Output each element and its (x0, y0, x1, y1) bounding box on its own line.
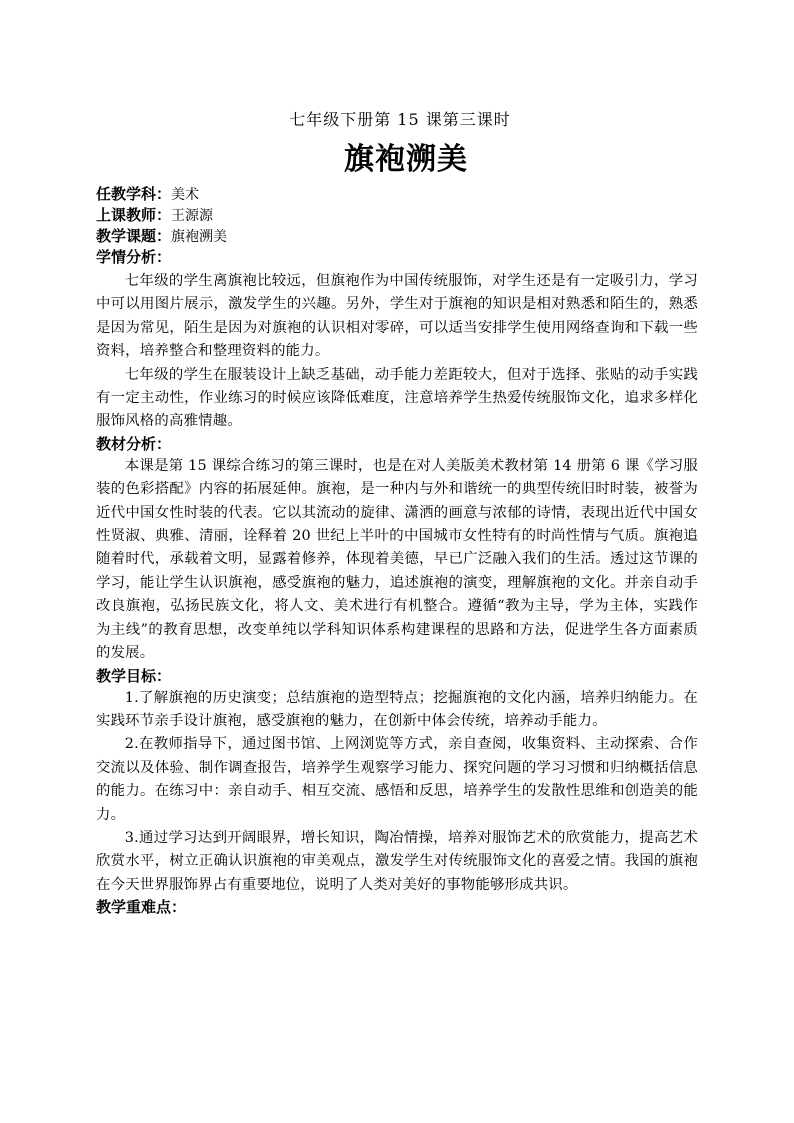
student-analysis-paragraph: 七年级的学生离旗袍比较远，但旗袍作为中国传统服饰，对学生还是有一定吸引力，学习中可以用图片展示，激发学生的兴趣。另外，学生对于旗袍的知识是相对熟悉和陌生的，熟悉是因为常见，陌生是因为对旗袍的认识相对零碎，可以适当安排学生使用网络查询和下载一些资料，培养整合和整理资料的能力。 (96, 273, 698, 360)
topic-label: 教学课题： (96, 227, 172, 245)
material-analysis-heading: 教材分析： (96, 434, 172, 453)
teacher-field (96, 205, 698, 226)
objective-paragraph: 2.在教师指导下，通过图书馆、上网浏览等方式，亲自查阅，收集资料、主动探索、合作交流以及体验、制作调查报告，培养学生观察学习能力、探究问题的学习习惯和归纳概括信息的能力。在练习中：亲自动手、相互交流、感悟和反思，培养学生的发散性思维和创造美的能力。 (96, 736, 698, 823)
student-analysis-paragraph: 七年级的学生在服装设计上缺乏基础，动手能力差距较大，但对于选择、张贴的动手实践有一定主动性，作业练习的时候应该降低难度，注意培养学生热爱传统服饰文化，追求多样化服饰风格的高雅情趣。 (96, 366, 698, 430)
key-points-heading: 教学重难点： (96, 898, 187, 917)
teacher-value: 王源源 (171, 208, 214, 224)
student-analysis-heading: 学情分析： (96, 248, 172, 266)
topic-field (96, 226, 698, 247)
subject-field (96, 184, 698, 205)
objective-paragraph: 3.通过学习达到开阔眼界，增长知识，陶冶情操，培养对服饰艺术的欣赏能力，提高艺术欣赏水平，树立正确认识旗袍的审美观点，激发学生对传统服饰文化的喜爱之情。我国的旗袍在今天世界服饰界占有重要地位，说明了人类对美好的事物能够形成共识。 (96, 829, 698, 893)
subject-value: 美术 (171, 187, 200, 203)
lesson-subtitle: 七年级下册第 15 课第三课时 (289, 110, 511, 129)
teacher-label: 上课教师： (96, 206, 172, 224)
objective-paragraph: 1.了解旗袍的历史演变；总结旗袍的造型特点；挖掘旗袍的文化内涵，培养归纳能力。在实践环节亲手设计旗袍，感受旗袍的魅力，在创新中体会传统，培养动手能力。 (96, 689, 698, 729)
objectives-heading: 教学目标： (96, 666, 172, 685)
subject-label: 任教学科： (96, 185, 172, 203)
topic-value: 旗袍溯美 (171, 229, 228, 245)
lesson-title: 旗袍溯美 (344, 142, 468, 177)
material-analysis-paragraph: 本课是第 15 课综合练习的第三课时，也是在对人美版美术教材第 14 册第 6 课《学习服装的色彩搭配》内容的拓展延伸。旗袍，是一种内与外和谐统一的典型传统旧时时装，被誉为近代中国女性时装的代表。它以其流动的旋律、潇洒的画意与浓郁的诗情，表现出近代中国女性贤淑、典雅、清丽，诠释着 20 世纪上半叶的中国城市女性特有的时尚性情与气质。旗袍追随着时代，承载着文明，显露着修养，体现着美德，早已广泛融入我们的生活。透过这节课的学习，能让学生认识旗袍，感受旗袍的魅力，追述旗袍的演变，理解旗袍的文化。并亲自动手改良旗袍，弘扬民族文化，将人文、美术进行有机整合。遵循“教为主导，学为主体，实践作为主线”的教育思想，改变单纯以学科知识体系构建课程的思路和方法，促进学生各方面素质的发展。 (96, 457, 698, 662)
